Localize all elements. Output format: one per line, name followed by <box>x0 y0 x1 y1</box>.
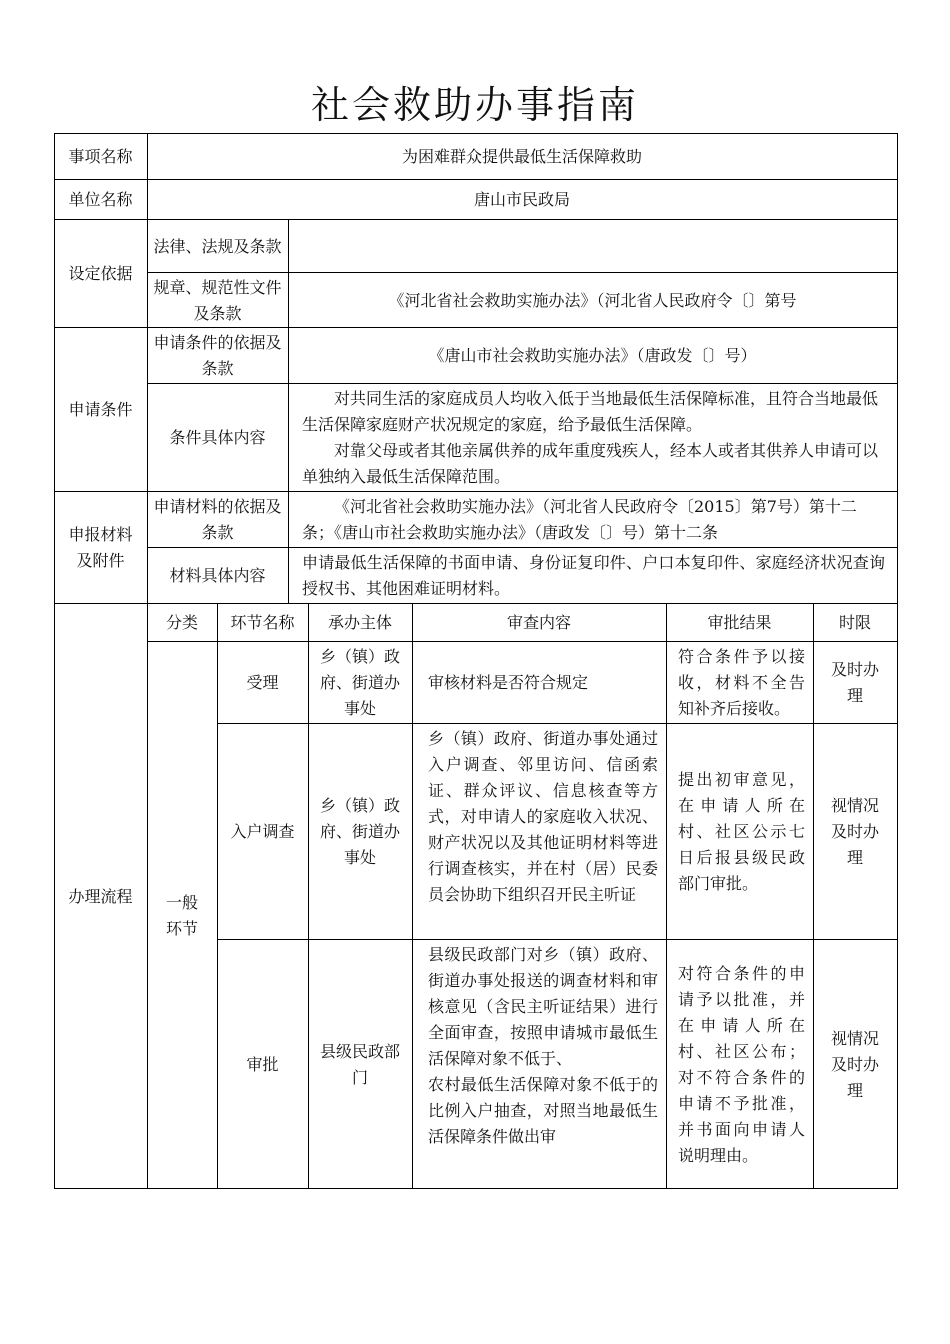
table-border <box>147 383 898 384</box>
table-border <box>147 547 898 548</box>
step-content <box>412 940 666 1189</box>
law-value <box>288 220 897 273</box>
table-border <box>54 327 898 328</box>
process-header-content: 审查内容 <box>506 613 571 632</box>
step-limit: 及时办理 <box>830 660 879 705</box>
step-limit: 视情况及时办理 <box>830 796 879 867</box>
step-content-text: 乡（镇）政府、街道办事处通过入户调查、邻里访问、信函索证、群众评议、信息核查等方式，对申请人的家庭收入状况、财产状况以及其他证明材料等进行调查核实，并在村（居）民委员会协助下组织召开民主听证 <box>428 729 658 904</box>
conditions-detail-label: 条件具体内容 <box>169 428 266 447</box>
item-name-label: 事项名称 <box>68 146 133 166</box>
table-border <box>54 491 898 492</box>
table-border <box>54 1188 898 1189</box>
step-result <box>666 724 813 940</box>
process-header-step: 环节名称 <box>230 613 295 632</box>
regulation-label: 规章、规范性文件及条款 <box>153 277 282 323</box>
materials-detail-label: 材料具体内容 <box>169 566 266 585</box>
materials-detail-value <box>288 548 897 604</box>
unit-name-label: 单位名称 <box>68 189 133 209</box>
step-body: 乡（镇）政府、街道办事处 <box>319 647 400 718</box>
conditions-label: 申请条件 <box>68 400 133 419</box>
table-border <box>308 604 309 1189</box>
law-label: 法律、法规及条款 <box>153 236 282 256</box>
table-border <box>813 604 814 1189</box>
step-body: 乡（镇）政府、街道办事处 <box>319 796 400 867</box>
materials-basis-text: 《河北省社会救助实施办法》（河北省人民政府令〔2015〕第7号）第十二条；《唐山市社会救助实施办法》（唐政发〔〕号）第十二条 <box>302 497 857 542</box>
step-name: 入户调查 <box>230 822 295 841</box>
step-result-text: 符合条件予以接收，材料不全告知补齐后接收。 <box>678 647 805 718</box>
table-border <box>897 133 898 1189</box>
table-border <box>288 220 289 604</box>
conditions-paragraph: 对靠父母或者其他亲属供养的成年重度残疾人，经本人或者其供养人申请可以单独纳入最低生活保障范围。 <box>302 441 879 486</box>
basis-label: 设定依据 <box>68 264 133 283</box>
step-result-text: 对符合条件的申请予以批准，并在申请人所在村、社区公布；对不符合条件的申请不予批准，并书面向申请人说明理由。 <box>678 963 805 1165</box>
page-title: 社会救助办事指南 <box>310 83 639 127</box>
table-border <box>54 603 898 604</box>
unit-name-value: 唐山市民政局 <box>473 189 570 209</box>
process-header-category: 分类 <box>165 613 198 632</box>
step-name: 审批 <box>246 1054 279 1074</box>
conditions-basis-value: 《唐山市社会救助实施办法》（唐政发〔〕号） <box>428 346 757 365</box>
table-border <box>666 604 667 1189</box>
process-header-limit: 时限 <box>838 613 871 632</box>
table-border <box>54 179 898 180</box>
step-body: 县级民政部门 <box>319 1041 400 1087</box>
table-border <box>217 604 218 1189</box>
table-border <box>217 723 898 724</box>
table-border <box>217 939 898 940</box>
step-limit: 视情况及时办理 <box>830 1028 879 1100</box>
process-label: 办理流程 <box>68 886 133 906</box>
table-border <box>147 641 898 642</box>
table-border <box>54 133 55 1189</box>
materials-label: 申报材料及附件 <box>68 525 133 570</box>
step-result <box>666 940 813 1189</box>
table-border <box>412 604 413 1189</box>
process-header-body: 承办主体 <box>327 613 392 632</box>
step-content <box>412 724 666 940</box>
step-content-text: 农村最低生活保障对象不低于的比例入户抽查，对照当地最低生活保障条件做出审 <box>428 1075 658 1146</box>
step-content: 审核材料是否符合规定 <box>428 673 589 692</box>
step-name: 受理 <box>246 673 279 692</box>
step-result <box>666 642 813 724</box>
process-category: 一般环节 <box>165 892 198 938</box>
conditions-basis-label: 申请条件的依据及条款 <box>153 333 282 378</box>
step-result-text: 提出初审意见，在申请人所在村、社区公示七日后报县级民政部门审批。 <box>678 770 805 893</box>
table-border <box>54 219 898 220</box>
table-border <box>54 133 898 134</box>
regulation-value: 《河北省社会救助实施办法》（河北省人民政府令〔〕第号 <box>388 290 797 310</box>
process-header-result: 审批结果 <box>707 613 772 632</box>
table-border <box>147 133 148 1189</box>
item-name-value: 为困难群众提供最低生活保障救助 <box>401 146 642 166</box>
materials-detail-text: 申请最低生活保障的书面申请、身份证复印件、户口本复印件、家庭经济状况查询授权书、其他困难证明材料。 <box>302 553 885 598</box>
conditions-detail-value <box>288 384 897 492</box>
materials-basis-value <box>288 492 897 548</box>
step-content-text: 县级民政部门对乡（镇）政府、街道办事处报送的调查材料和审核意见（含民主听证结果）进行全面审查，按照申请城市最低生活保障对象不低于、 <box>428 945 658 1068</box>
materials-basis-label: 申请材料的依据及条款 <box>153 497 282 542</box>
conditions-paragraph: 对共同生活的家庭成员人均收入低于当地最低生活保障标准，且符合当地最低生活保障家庭财产状况规定的家庭，给予最低生活保障。 <box>302 389 879 434</box>
table-border <box>147 272 898 273</box>
